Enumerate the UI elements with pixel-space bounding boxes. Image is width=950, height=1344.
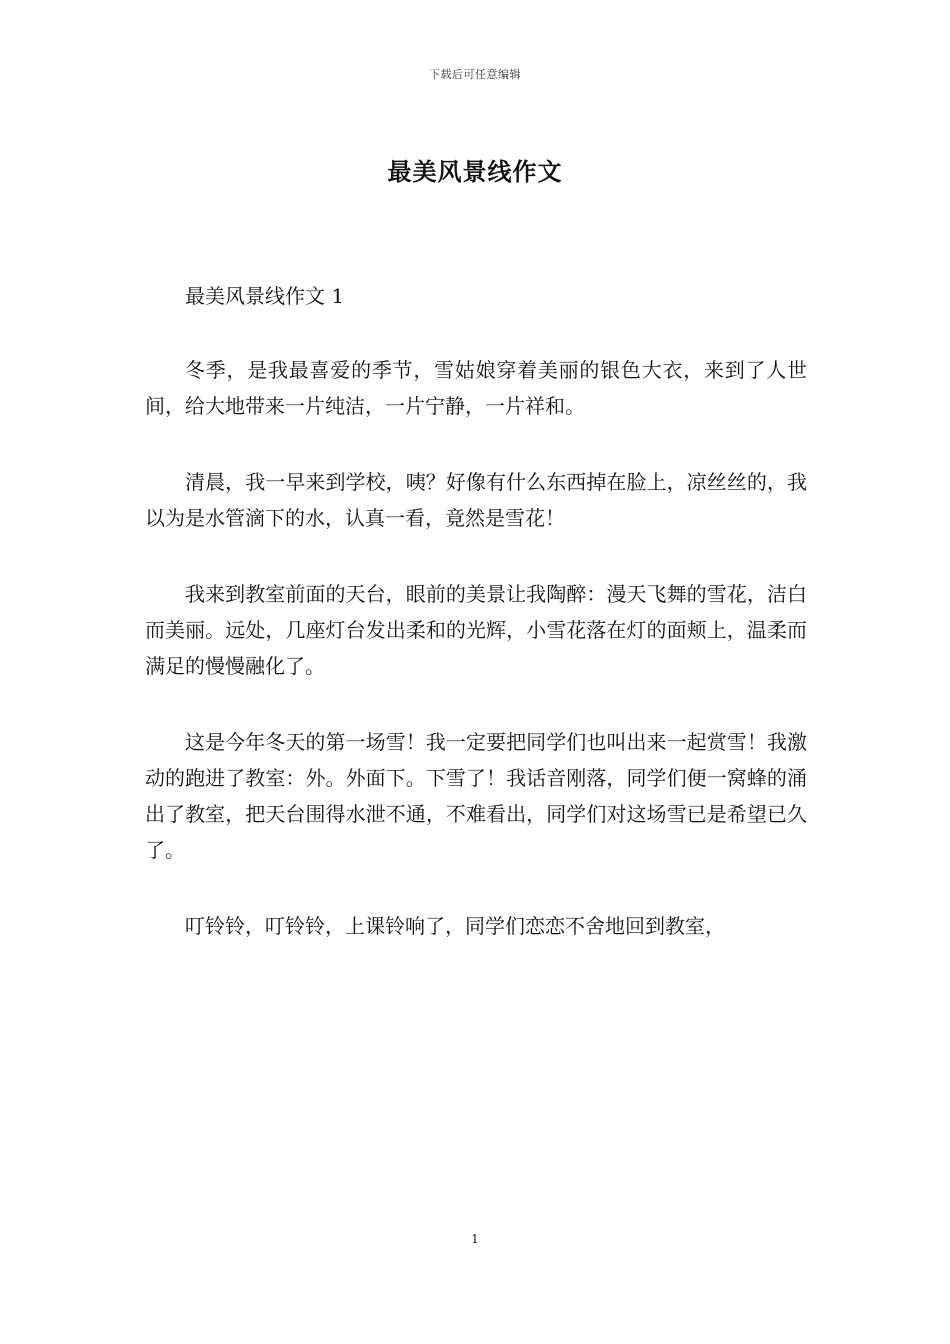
paragraph-2: 清晨，我一早来到学校，咦？好像有什么东西掉在脸上，凉丝丝的，我以为是水管滴下的水，认真一看，竟然是雪花！: [145, 470, 807, 530]
document-title: 最美风景线作文: [387, 157, 563, 186]
document-body: [145, 278, 807, 984]
page-number: 1: [471, 1232, 479, 1246]
section-subtitle: 最美风景线作文 1: [185, 284, 345, 308]
paragraph-3: 我来到教室前面的天台，眼前的美景让我陶醉：漫天飞舞的雪花，洁白而美丽。远处，几座灯台发出柔和的光辉，小雪花落在灯的面颊上，温柔而满足的慢慢融化了。: [145, 582, 807, 678]
paragraph-4: 这是今年冬天的第一场雪！我一定要把同学们也叫出来一起赏雪！我激动的跑进了教室：外。外面下。下雪了！我话音刚落，同学们便一窝蜂的涌出了教室，把天台围得水泄不通，不难看出，同学们对这场雪已是希望已久了。: [145, 730, 807, 862]
paragraph-1: 冬季，是我最喜爱的季节，雪姑娘穿着美丽的银色大衣，来到了人世间，给大地带来一片纯洁，一片宁静，一片祥和。: [145, 358, 807, 418]
paragraph-5: 叮铃铃，叮铃铃，上课铃响了，同学们恋恋不舍地回到教室，: [185, 914, 725, 938]
header-note: 下载后可任意编辑: [429, 68, 521, 81]
